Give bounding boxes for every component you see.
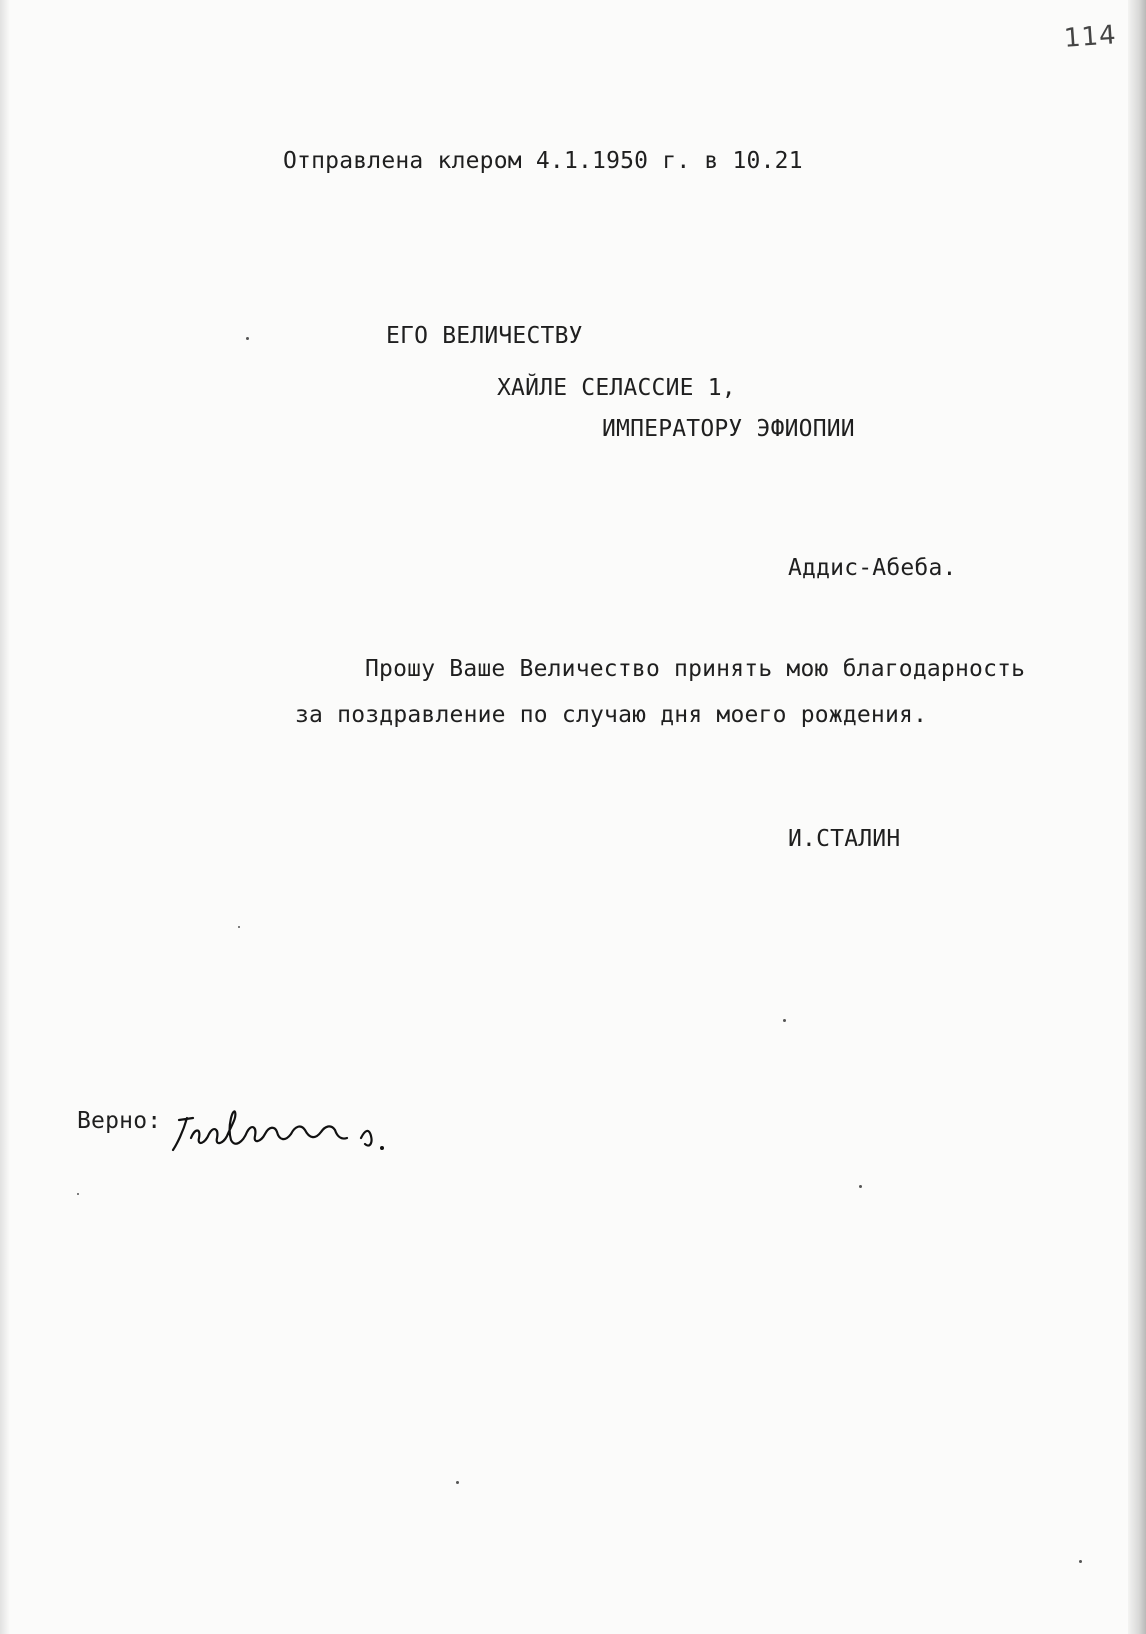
page-right-edge bbox=[1128, 0, 1146, 1634]
paper-speck bbox=[456, 1481, 459, 1484]
paper-speck bbox=[238, 926, 240, 928]
addressee-line-3: ИМПЕРАТОРУ ЭФИОПИИ bbox=[602, 416, 855, 442]
addressee-line-1: ЕГО ВЕЛИЧЕСТВУ bbox=[386, 323, 583, 349]
handwritten-signature bbox=[165, 1098, 395, 1162]
body-line-2: за поздравление по случаю дня моего рождения. bbox=[295, 702, 928, 728]
addressee-line-2: ХАЙЛЕ СЕЛАССИЕ 1, bbox=[497, 375, 736, 401]
city-line: Аддис-Абеба. bbox=[788, 555, 957, 581]
paper-speck bbox=[77, 1193, 79, 1195]
signature-typed: И.СТАЛИН bbox=[788, 826, 901, 852]
folio-number: 114 bbox=[1063, 20, 1118, 54]
page-left-shadow bbox=[0, 0, 10, 1634]
paper-speck bbox=[859, 1185, 862, 1188]
paper-speck bbox=[783, 1019, 786, 1022]
dispatch-line: Отправлена клером 4.1.1950 г. в 10.21 bbox=[283, 148, 803, 174]
certification-label: Верно: bbox=[77, 1108, 162, 1134]
paper-speck bbox=[1079, 1560, 1082, 1563]
body-line-1: Прошу Ваше Величество принять мою благодарность bbox=[365, 656, 1026, 682]
paper-speck bbox=[246, 337, 249, 340]
